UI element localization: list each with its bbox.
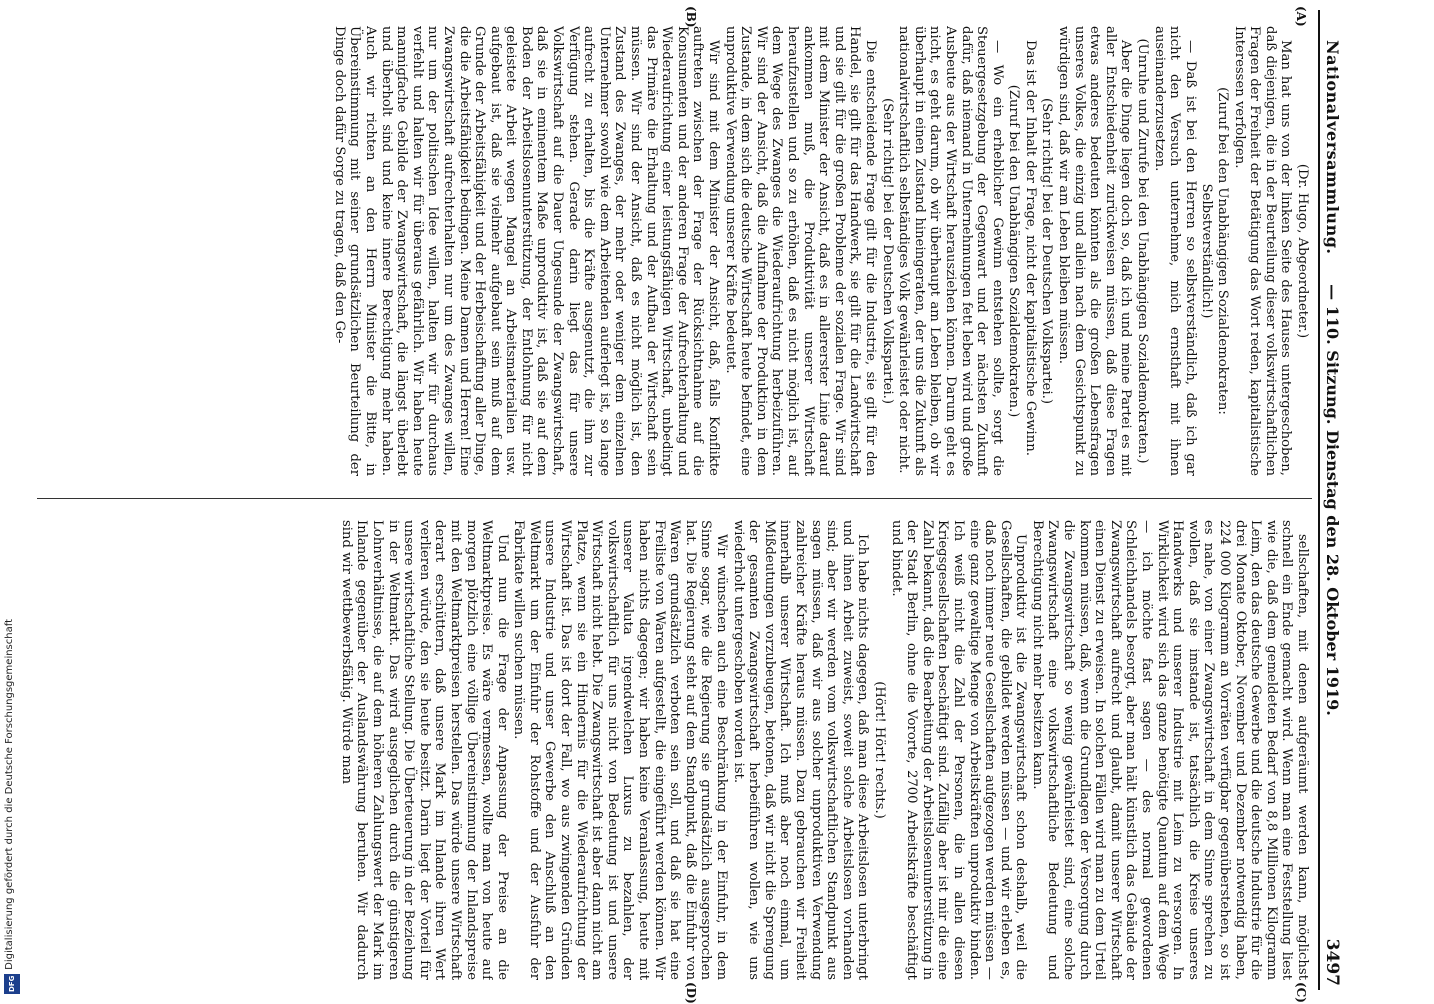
paragraph: Das ist der Inhalt der Frage, nicht der kapitalistische Gewinn. (1022, 40, 1038, 456)
paragraph: Ich habe nichts dagegen, daß man diese Arbeitslosen unterbringt und ihnen Arbeit zuweist, soweit solche Arbeitslosen vorhanden sind; aber wir werden vom volkswirtschaftlichen Standpunkt aus sagen müssen, daß wir aus solcher unproduktiven Verwendung zahlreicher Kräfte heraus müssen. Dazu gebrauchen wir Freiheit innerhalb unserer Wirtschaft. Ich muß aber noch einmal, um Mißdeutungen vorzubeugen, betonen, daß wir nicht die Sprengung der gesamten Zwangswirtschaft herbeiführen wollen, wie uns wiederholt untergeschoben worden ist. (730, 520, 871, 980)
paragraph: Wir wünschen auch eine Beschränkung in der Einfuhr, in dem Sinne sogar, wie die Regierung sie grundsätzlich ausgesprochen hat. Die Regierung steht auf dem Standpunkt, daß die Einfuhr von Waren grundsätzlich verboten sein soll, und daß sie hat eine Freiliste von Waren aufgestellt, die eingeführt werden können. Wir haben nichts dagegen; wir haben keine Veranlassung, heute mit unserer Valuta irgendwelchen Luxus zu bezahlen, der volkswirtschaftlich für uns nicht von Bedeutung ist und unsere Wirtschaft nicht hebt. Die Zwangswirtschaft ist aber dann nicht am Platze, wenn sie ein Hindernis für die Wiederaufrichtung der Wirtschaft ist. Das ist dort der Fall, wo aus zwingenden Gründen unsere Industrie und unser Gewerbe den Anschluß an den Weltmarkt um der Einfuhr der Rohstoffe und der Ausfuhr der Fabrikate willen suchen müssen. (511, 520, 730, 980)
paragraph: — Daß ist bei den Herren so selbstverständlich, daß ich gar nicht den Versuch unternehme, mich ernsthaft mit ihnen auseinanderzusetzen. (1151, 26, 1198, 476)
margin-marker-c: (C) (1294, 982, 1308, 1003)
margin-marker-b: (B) (684, 6, 698, 28)
paragraph: sellschaften, mit denen aufgeräumt werden kann, möglichst schnell ein Ende gemacht wird. Wenn man eine Feststellung liest wie die, daß dem gemeldeten Bedarf von 8,8 Millionen Kilogramm Leim, den das deutsche Gewerbe und die deutsche Industrie für die drei Monate Oktober, November und Dezember notwendig haben, 224 000 Kilogramm an Vorräten verfügbar gegenüberstehen, so ist es nahe, von einer Zwangswirtschaft in dem Sinne sprechen zu wollen, daß sie imstande ist, tatsächlich die Kreise unseres Handwerks und unserer Industrie mit Leim zu versorgen. In Wirklichkeit wird sich das ganze benötigte Quantum auf dem Wege — ich möchte fast sagen — des normal gewordenen Schleichhandels besorgt, aber man hält künstlich das Gebäude der Zwangswirtschaft aufrecht und glaubt, damit unserer Wirtschaft einen Dienst zu erweisen. In solchen Fällen wird man zu dem Urteil kommen müssen, daß, wenn die Grundlagen der Versorgung durch die Zwangswirtschaft so wenig gewährleistet sind, eine solche Zwangswirtschaft eine volkswirtschaftliche Bedeutung und Berechtigung nicht mehr besitzen kann. (1029, 520, 1310, 980)
paragraph: Und nun die Frage der Anpassung der Preise an die Weltmarktpreise. Es wäre vermessen, wollte man von heute auf morgen plötzlich eine völlige Übereinstimmung der Inlandspreise mit den Weltmarktpreisen herstellen. Das würde unsere Wirtschaft derart erschüttern, daß unsere Mark im Inlande ihren Wert verlieren würde, den sie heute besitzt. Darin liegt der Vorteil für unsere wirtschaftliche Stellung. Die Überteuerung in der Beziehung in der Weltmarkt. Das wird ausgeglichen durch die günstigeren Lohnverhältnisse, die auf dem höheren Zahlungswert der Mark im Inlande gegenüber der Auslandswährung beruhen. Wir dadurch sind wir wettbewerbsfähig. Würde man (338, 520, 510, 980)
dfg-logo: DFG (4, 974, 20, 994)
running-header (1318, 0, 1348, 1000)
header-rule (1318, 10, 1320, 990)
page-number: 3497 (1322, 938, 1342, 986)
paragraph: Die entscheidende Frage gilt für die Industrie, sie gilt für den Handel, sie gilt für das Handwerk, sie gilt für die Landwirtschaft und sie gilt für die großen Probleme der sozialen Frage. Wir sind mit dem Minister der Ansicht, daß es in allererster Linie darauf ankommen muß, die Produktivität unserer Wirtschaft heraufzustellen und so zu erhöhen, daß es nicht möglich ist, auf dem Wege des Zwanges die Wiederaufrichtung herbeizuführen. Wir sind der Ansicht, daß die Aufnahme der Produktion in dem Zustande, in dem sich die deutsche Wirtschaft heute befindet, eine unproduktive Verwendung unserer Kräfte bedeutet. (722, 26, 878, 476)
right-column (35, 520, 1310, 980)
paragraph: (Sehr richtig! bei der Deutschen Volkspartei.) (1039, 97, 1055, 405)
rotated-page-content (28, 0, 1348, 1004)
paragraph: Aber die Dinge liegen doch so, daß ich und meine Partei es mit aller Entschiedenheit zurückweisen müssen, daß diese Fragen etwas anderes bedeuten könnten als die großen Lebensfragen unseres Volkes, die einzig und allein nach dem Gesichtspunkt zu würdigen sind, daß wir am Leben bleiben müssen. (1056, 26, 1134, 476)
paragraph: Unproduktiv ist die Zwangswirtschaft schon deshalb, weil die Gesellschaften, die gebildet werden müssen — und wir erleben es, daß noch immer neue Gesellschaften aufgezogen werden müssen — eine ganz gewaltige Menge von Arbeitskräften unproduktiv binden. Ich weiß nicht die Zahl der Personen, die in allen diesen Kriegsgesellschaften beschäftigt sind. Zufällig aber ist mir die eine Zahl bekannt, daß die Bearbeitung der Arbeitslosenunterstützung in der Stadt Berlin, ohne die Vororte, 2700 Arbeitskräfte beschäftigt und bindet. (888, 520, 1029, 980)
credit-sidebar (0, 0, 24, 1000)
paragraph: Wir sind mit dem Minister der Ansicht, daß, falls Konflikte auftreten zwischen der Frage der Rücksichtnahme auf die Konsumenten und der anderen Frage der Aufrechterhaltung und Wiederaufrichtung einer leistungsfähigen Wirtschaft, unbedingt das Primäre die Erhaltung und der Aufbau der Wirtschaft sein müssen. Wir sind der Ansicht, daß es nicht möglich ist, den Zustand des Zwanges, der mehr oder weniger dem einzelnen Unternehmer sowohl wie dem Arbeitenden auferlegt ist, so lange aufrecht zu erhalten, bis die Kräfte ausgenutzt, die ihm zur Verfügung stehen. Gerade darin liegt das für unsere Volkswirtschaft auf die Dauer Ungesunde der Zwangswirtschaft, daß sie in eminentem Maße unproduktiv ist, daß sie auf dem Boden der Arbeitslosenunterstützung, der Entlohnung für nicht geleistete Arbeit wegen Mangel an Arbeitsmaterialien usw. aufgebaut ist, daß sie vielmehr aufgebaut sein muß auf dem Grunde der Arbeitsfähigkeit und der Herbeischaffung aller Dinge, die die Arbeitsfähigkeit bedingen. Meine Damen und Herren! Eine Zwangswirtschaft aufrechterhalten nur um des Zwanges willen, nur um der politischen Idee willen, halten wir für durchaus verfehlt und halten wir für überaus gefährlich. Wir haben heute mannigfache Gebilde der Zwangswirtschaft, die längst überlebt und überholt sind und keine innere Berechtigung mehr haben. Auch wir richten an den Herrn Minister die Bitte, in Übereinstimmung mit seiner grundsätzlichen Beurteilung der Dinge doch dafür Sorge zu tragen, daß den Ge- (331, 26, 722, 476)
left-column (35, 26, 1310, 476)
paragraph: (Zuruf bei den Unabhängigen Sozialdemokraten.) (1006, 84, 1022, 418)
paragraph: (Hört! Hört! rechts.) (871, 681, 887, 819)
paragraph: (Sehr richtig! bei der Deutschen Volkspartei.) (879, 97, 895, 405)
paragraph: Man hat uns von der linken Seite des Hauses untergeschoben, daß diejenigen, die in der Beurteilung dieser volkswirtschaftlichen Fragen der Freiheit der Betätigung das Wort reden, kapitalistische Interessen verfolgen. (1231, 26, 1294, 476)
funding-credit: Digitalisierung gefördert durch die Deutsche Forschungsgemeinschaft (4, 619, 15, 970)
paragraph: (Dr. Hugo, Abgeordneter.) (1295, 163, 1310, 339)
paragraph: — Wo ein erheblicher Gewinn entstehen sollte, sorgt die Steuergesetzgebung der Gegenwart und der nächsten Zukunft dafür, daß niemand in Unternehmungen fett leben wird und große Ausbeute aus der Wirtschaft herausziehen können. Darum geht es nicht, es geht darum, ob wir überhaupt am Leben bleiben, ob wir überhaupt in einen Zustand hineingeraten, der uns die Zukunft als nationalwirtschaftlich selbständiges Volk gewährleistet oder nicht. (896, 26, 1005, 476)
column-divider (37, 498, 1312, 499)
paragraph: (Zuruf bei den Unabhängigen Sozialdemokraten: Selbstverständlich!) (1199, 87, 1231, 415)
paragraph: (Unruhe und Zurufe bei den Unabhängigen Sozialdemokraten.) (1135, 38, 1151, 464)
margin-marker-a: (A) (1294, 6, 1308, 27)
margin-marker-d: (D) (684, 982, 698, 1004)
header-session: — 110. Sitzung. Dienstag den 28. Oktober 1919. (1323, 284, 1342, 716)
header-title: Nationalversammlung. (1323, 40, 1342, 255)
